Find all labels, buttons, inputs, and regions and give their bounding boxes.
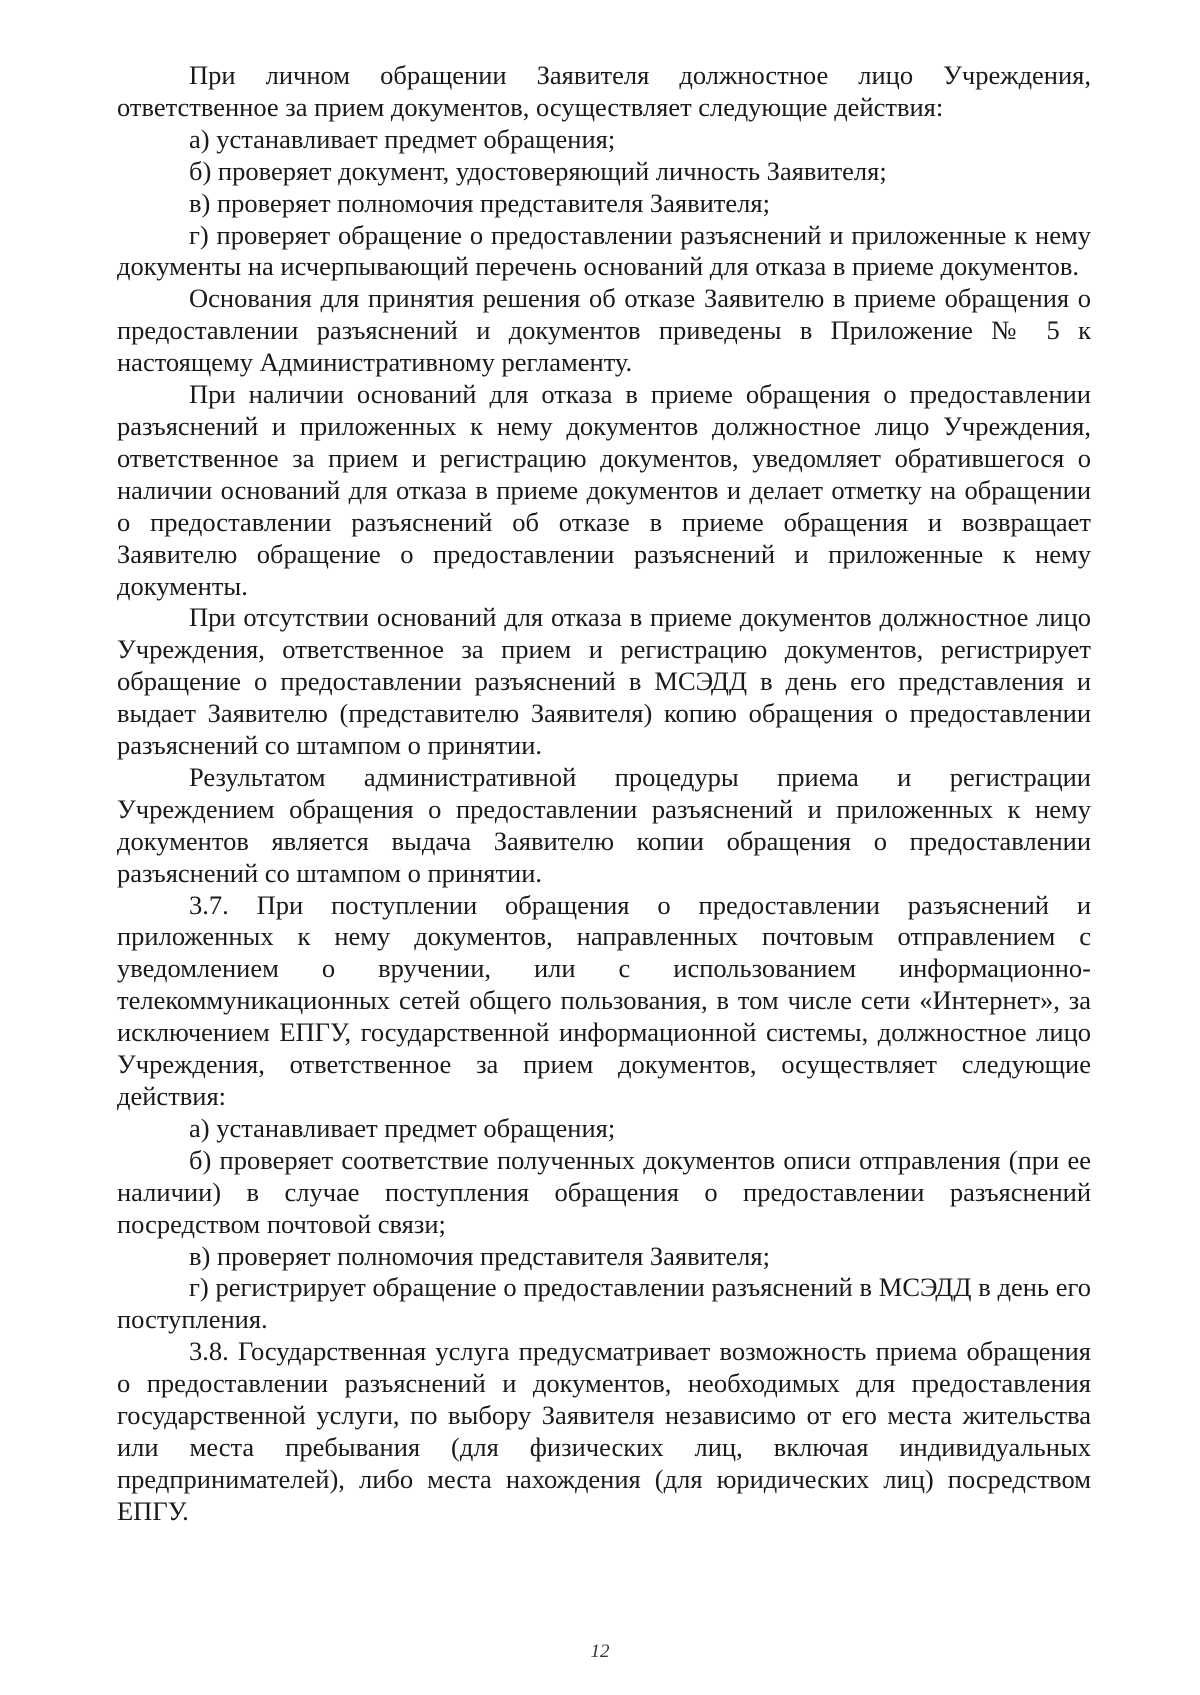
list-item: в) проверяет полномочия представителя Заявителя; [189,1240,770,1271]
document-body [117,60,1091,1528]
list-item: в) проверяет полномочия представителя Заявителя; [189,187,770,218]
page-number: 12 [590,1641,610,1662]
paragraph: Основания для принятия решения об отказе Заявителю в приеме обращения о предоставлении разъяснений и документов приведены в Приложение № 5 к настоящему Административному регламенту. [117,283,1091,378]
list-item: а) устанавливает предмет обращения; [189,123,616,154]
paragraph: 3.7. При поступлении обращения о предоставлении разъяснений и приложенных к нему документов, направленных почтовым отправлением с уведомлением о вручении, или с использованием информационно-телекоммуникационных сетей общего пользования, в том числе сети «Интернет», за исключением ЕПГУ, государственной информационной системы, должностное лицо Учреждения, ответственное за прием документов, осуществляет следующие действия: [117,889,1091,1111]
paragraph: При личном обращении Заявителя должностное лицо Учреждения, ответственное за прием документов, осуществляет следующие действия: [117,60,1091,122]
list-item: а) устанавливает предмет обращения; [189,1112,616,1143]
list-item: б) проверяет соответствие полученных документов описи отправления (при ее наличии) в случае поступления обращения о предоставлении разъяснений посредством почтовой связи; [117,1144,1091,1239]
paragraph: При отсутствии оснований для отказа в приеме документов должностное лицо Учреждения, ответственное за прием и регистрацию документов, регистрирует обращение о предоставлении разъяснений в МСЭДД в день его представления и выдает Заявителю (представителю Заявителя) копию обращения о предоставлении разъяснений со штампом о принятии. [117,602,1091,761]
list-item: г) регистрирует обращение о предоставлении разъяснений в МСЭДД в день его поступления. [117,1272,1091,1335]
paragraph: Результатом административной процедуры приема и регистрации Учреждением обращения о предоставлении разъяснений и приложенных к нему документов является выдача Заявителю копии обращения о предоставлении разъяснений со штампом о принятии. [117,761,1091,888]
paragraph: При наличии оснований для отказа в приеме обращения о предоставлении разъяснений и приложенных к нему документов должностное лицо Учреждения, ответственное за прием и регистрацию документов, уведомляет обратившегося о наличии оснований для отказа в приеме документов и делает отметку на обращении о предоставлении разъяснений об отказе в приеме обращения и возвращает Заявителю обращение о предоставлении разъяснений и приложенные к нему документы. [117,379,1091,601]
list-item: б) проверяет документ, удостоверяющий личность Заявителя; [189,155,887,186]
paragraph: 3.8. Государственная услуга предусматривает возможность приема обращения о предоставлении разъяснений и документов, необходимых для предоставления государственной услуги, по выбору Заявителя независимо от его места жительства или места пребывания (для физических лиц, включая индивидуальных предпринимателей), либо места нахождения (для юридических лиц) посредством ЕПГУ. [117,1336,1091,1526]
list-item: г) проверяет обращение о предоставлении разъяснений и приложенные к нему документы на исчерпывающий перечень оснований для отказа в приеме документов. [117,219,1091,282]
